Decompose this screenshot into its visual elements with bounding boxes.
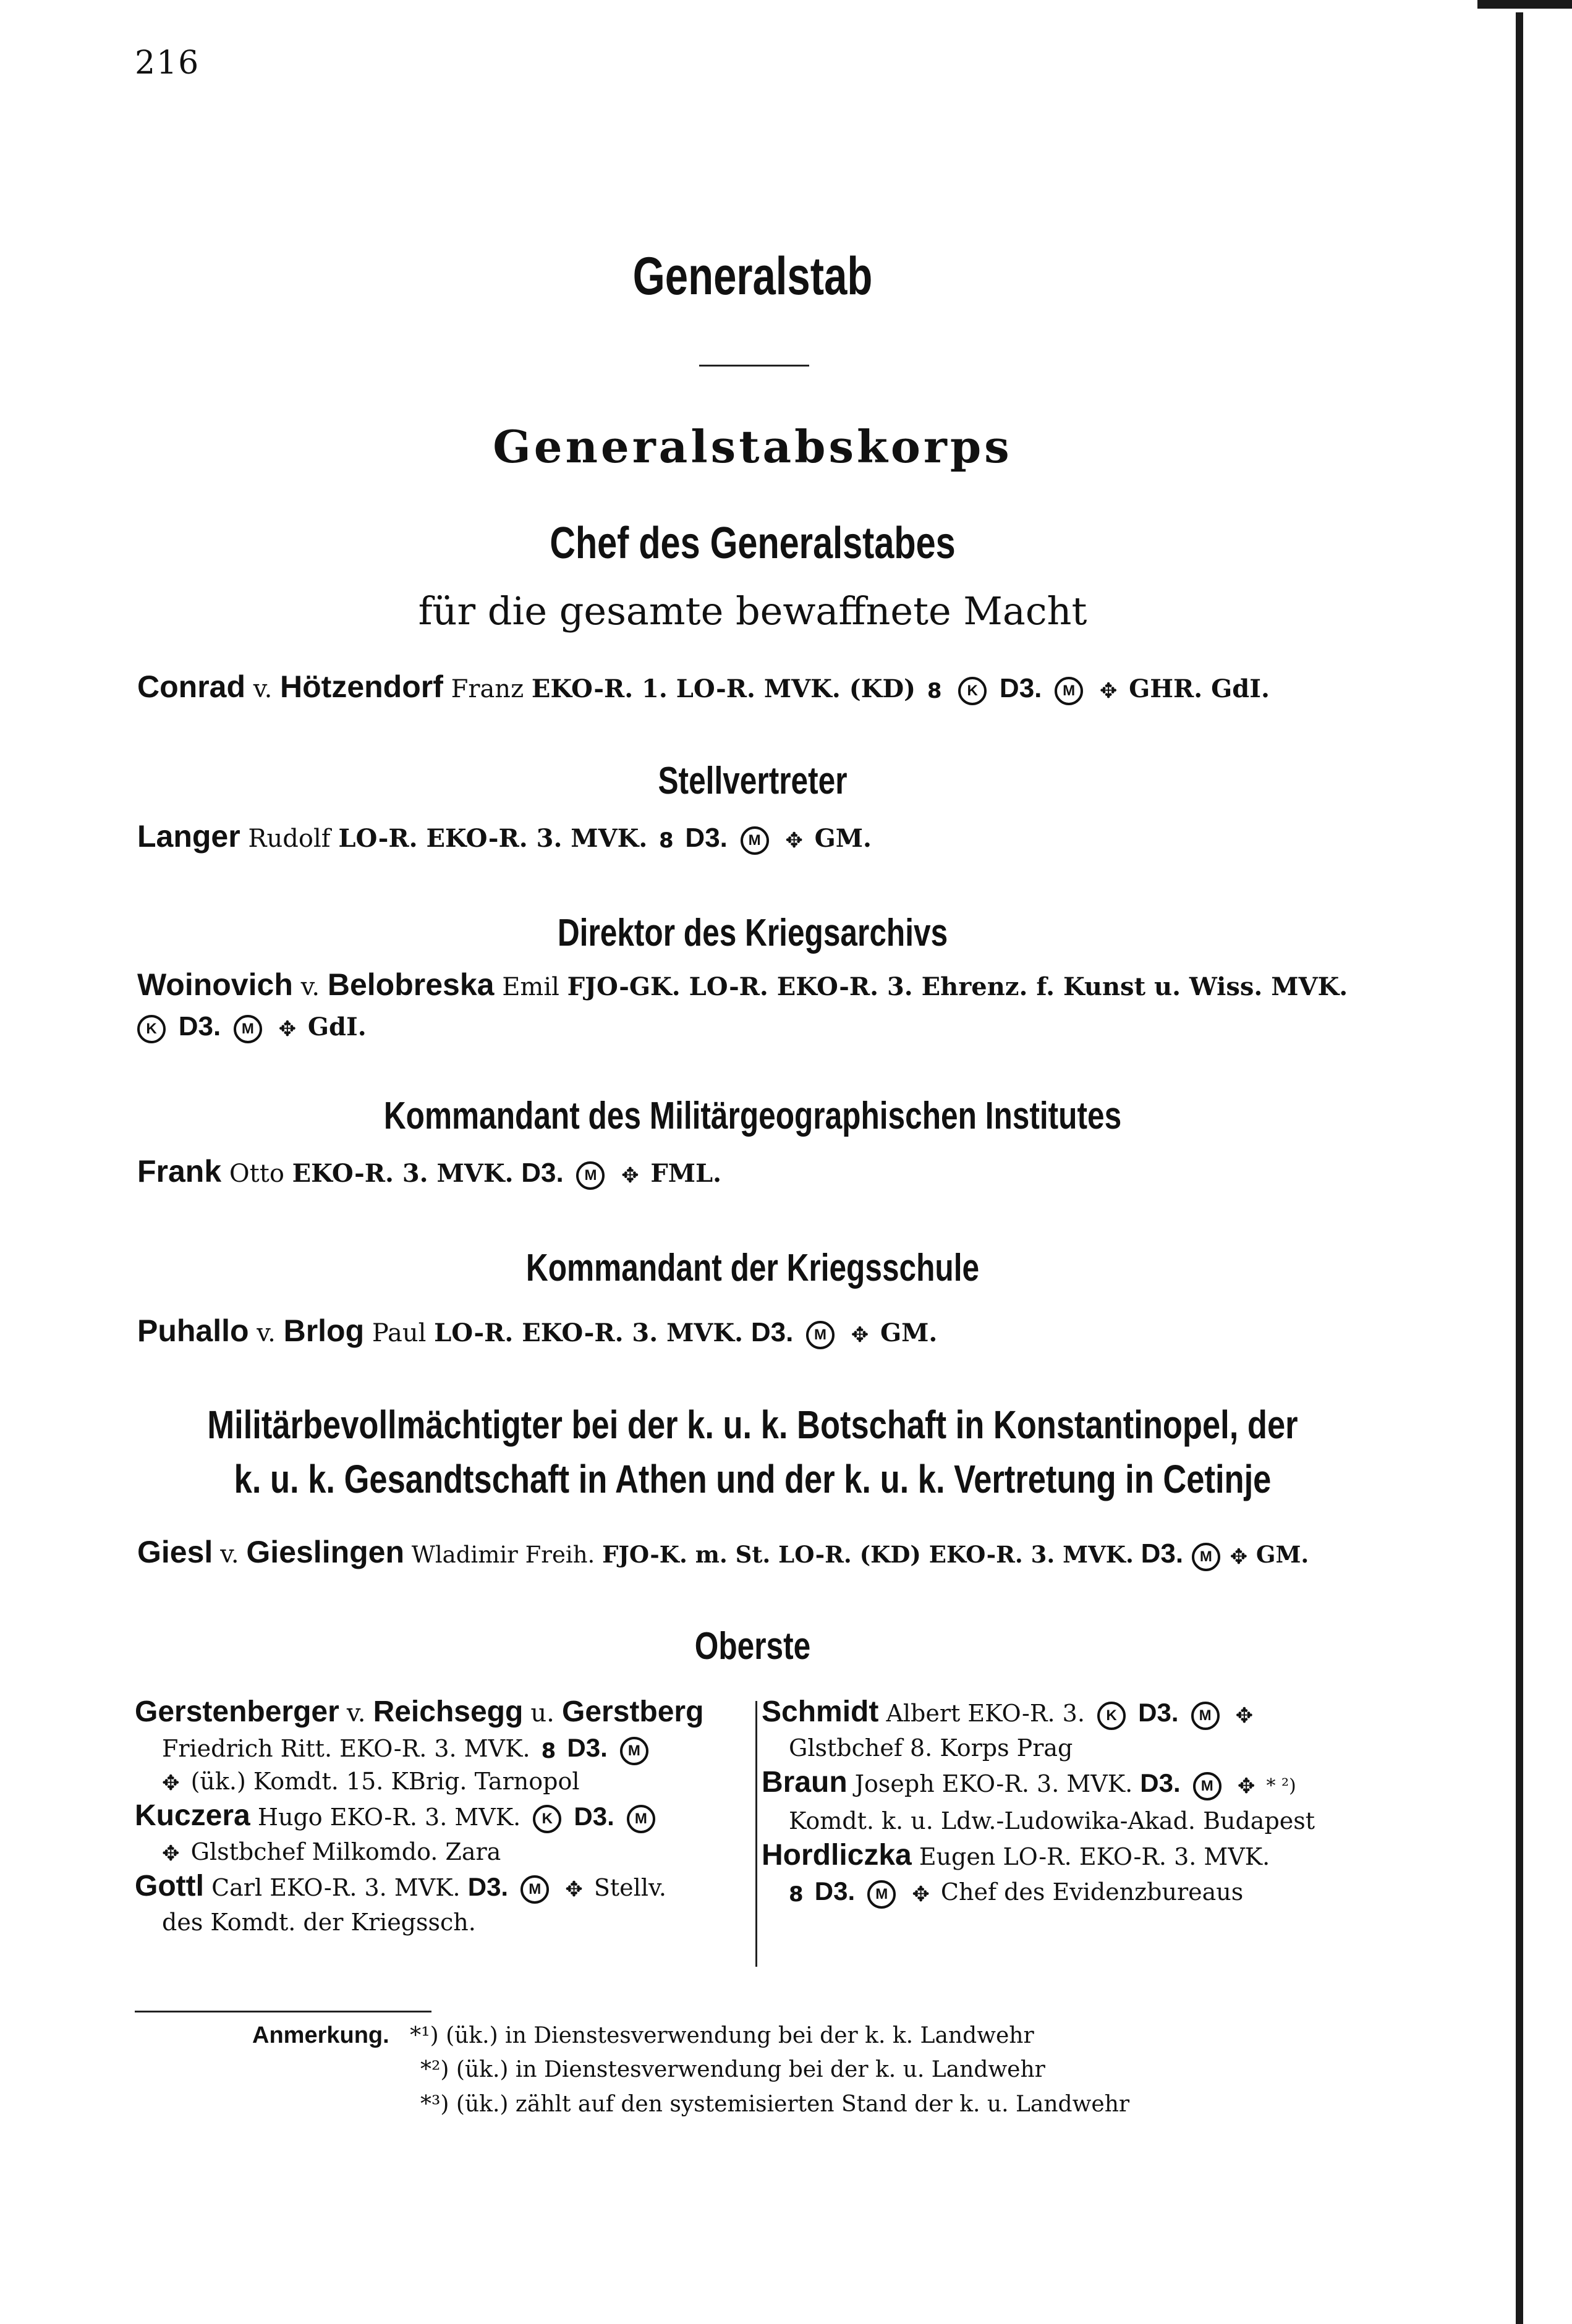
attache-heading-line1: Militärbevollmächtigter bei der k. u. k. Botschaft in Konstantinopel, der [207, 1402, 1298, 1447]
first-name: Eugen [919, 1843, 996, 1870]
cross-icon: ✥ [1099, 679, 1118, 703]
cross-icon: ✥ [912, 1881, 930, 1907]
surname: Gerstenberger [135, 1695, 339, 1728]
footnote-2: *²) (ük.) in Dienstesverwendung bei der k. u. Landwehr [420, 2057, 1045, 2082]
decorations: EKO-R. 1. LO-R. MVK. (KD) [531, 674, 916, 703]
cross-icon: ✥ [785, 828, 803, 853]
d3-mark: D3. [750, 1317, 794, 1347]
decorations: LO-R. EKO-R. 3. MVK. [338, 824, 648, 853]
m-medal-icon: M [1192, 1543, 1220, 1571]
surname: Braun [762, 1766, 848, 1799]
assignment: Komdt. k. u. Ldw.-Ludowika-Akad. Budapest [789, 1807, 1315, 1834]
chief-subheading: für die gesamte bewaffnete Macht [418, 588, 1087, 634]
page-title: Generalstab [632, 247, 873, 306]
rank: GHR. GdI. [1129, 674, 1270, 703]
k-medal-icon: K [958, 677, 987, 705]
particle: v. [300, 973, 320, 1001]
first-name: Franz [451, 675, 524, 703]
footnote-3: *³) (ük.) zählt auf den systemisierten Stand der k. u. Landwehr [420, 2092, 1130, 2117]
rank: GM. [1255, 1541, 1309, 1568]
m-medal-icon: M [1191, 1702, 1220, 1730]
colonel-entry [762, 1694, 1380, 1764]
assignment: (ük.) Komdt. 15. KBrig. Tarnopol [190, 1767, 580, 1795]
order-cross-icon: 8 [541, 1738, 556, 1763]
surname-2: Belobreska [327, 967, 495, 1002]
colonel-entry [135, 1868, 753, 1938]
surname: Frank [137, 1154, 222, 1189]
surname: Gottl [135, 1869, 204, 1902]
first-name: Emil [502, 973, 559, 1001]
surname: Kuczera [135, 1799, 250, 1832]
d3-mark: D3. [1138, 1698, 1179, 1727]
surname: Hordliczka [762, 1839, 912, 1872]
chief-heading: Chef des Generalstabes [550, 519, 956, 568]
rank: GM. [814, 824, 872, 853]
d3-mark: D3. [574, 1801, 614, 1831]
chief-entry [137, 664, 1270, 712]
k-medal-icon: K [137, 1015, 166, 1043]
first-name: Albert [886, 1700, 961, 1727]
colonels-right-column [762, 1694, 1380, 1909]
attache-heading-line2: k. u. k. Gesandtschaft in Athen und der k. u. k. Vertretung in Cetinje [234, 1457, 1272, 1501]
decorations: FJO-K. m. St. LO-R. (KD) EKO-R. 3. MVK. [602, 1541, 1134, 1568]
first-name: Otto [229, 1160, 284, 1188]
column-divider [755, 1701, 757, 1967]
geo-entry [137, 1148, 721, 1197]
cross-icon: ✥ [1230, 1544, 1248, 1569]
title-divider [699, 365, 809, 367]
k-medal-icon: K [533, 1805, 561, 1833]
d3-mark: D3. [1141, 1538, 1184, 1569]
m-medal-icon: M [234, 1015, 262, 1043]
first-name: Rudolf [248, 825, 331, 853]
assignment: Chef des Evidenzbureaus [940, 1878, 1244, 1906]
cross-icon: ✥ [278, 1017, 297, 1041]
d3-mark: D3. [521, 1158, 564, 1188]
war-school-entry [137, 1308, 937, 1356]
assignment: Glstbchef 8. Korps Prag [789, 1734, 1073, 1762]
surname-2: Brlog [283, 1313, 365, 1348]
colonel-entry [762, 1764, 1380, 1837]
first-name: Paul [372, 1319, 427, 1347]
decorations: EKO-R. 3. MVK. [329, 1803, 521, 1831]
surname: Schmidt [762, 1695, 879, 1728]
d3-mark: D3. [467, 1872, 509, 1901]
particle: v. [257, 1319, 276, 1347]
first-name: Hugo [257, 1803, 323, 1831]
first-name-decorations: Friedrich Ritt. EKO-R. 3. MVK. [162, 1735, 530, 1762]
k-medal-icon: K [1097, 1702, 1126, 1730]
conjunction: u. [530, 1699, 554, 1728]
first-name: Joseph [854, 1770, 935, 1797]
decorations: LO-R. EKO-R. 3. MVK. [434, 1318, 744, 1347]
m-medal-icon: M [576, 1161, 605, 1190]
d3-mark: D3. [685, 823, 728, 853]
m-medal-icon: M [620, 1737, 648, 1765]
m-medal-icon: M [627, 1805, 655, 1833]
rank: FML. [650, 1159, 722, 1188]
surname: Giesl [137, 1535, 213, 1569]
deputy-heading: Stellvertreter [658, 760, 848, 802]
deputy-entry [137, 813, 872, 862]
archive-heading: Direktor des Kriegsarchivs [557, 912, 948, 954]
order-cross-icon: 8 [927, 679, 942, 703]
rank: GM. [880, 1318, 938, 1347]
colonel-entry [135, 1797, 753, 1868]
d3-mark: D3. [999, 673, 1042, 703]
surname: Woinovich [137, 967, 293, 1002]
footnote-ref: * ²) [1266, 1775, 1296, 1797]
footnote-1: *¹) (ük.) in Dienstesverwendung bei der k. k. Landwehr [410, 2023, 1034, 2048]
cross-icon: ✥ [1237, 1773, 1255, 1799]
rank: GdI. [307, 1012, 367, 1041]
colonel-entry [135, 1694, 753, 1797]
d3-mark: D3. [1140, 1768, 1181, 1797]
surname-3: Gerstberg [561, 1695, 704, 1728]
particle: v. [346, 1699, 366, 1728]
m-medal-icon: M [1193, 1772, 1221, 1800]
cross-icon: ✥ [851, 1323, 869, 1347]
cross-icon: ✥ [162, 1771, 180, 1796]
order-cross-icon: 8 [789, 1881, 804, 1907]
attache-entry [137, 1529, 1309, 1578]
decorations: LO-R. EKO-R. 3. MVK. [1003, 1843, 1270, 1870]
colonel-entry [762, 1837, 1380, 1909]
assignment: des Komdt. der Kriegssch. [162, 1908, 476, 1936]
first-name: Wladimir Freih. [411, 1542, 595, 1568]
footnote-divider [135, 2011, 431, 2012]
order-cross-icon: 8 [659, 828, 674, 853]
page-edge-top [1477, 0, 1572, 9]
archive-entry [137, 962, 1348, 1010]
geo-heading: Kommandant des Militärgeographischen Institutes [383, 1095, 1122, 1137]
assignment: Glstbchef Milkomdo. Zara [190, 1838, 501, 1865]
m-medal-icon: M [806, 1321, 835, 1349]
d3-mark: D3. [814, 1877, 856, 1906]
d3-mark: D3. [178, 1011, 221, 1041]
footnote-line-1 [252, 2022, 1034, 2049]
colonels-left-column [135, 1694, 753, 1938]
surname: Puhallo [137, 1313, 249, 1348]
surname-2: Reichsegg [373, 1695, 524, 1728]
archive-entry-cont [137, 1004, 367, 1050]
page-edge-right [1516, 12, 1523, 2324]
m-medal-icon: M [1055, 677, 1083, 705]
surname: Conrad [137, 669, 245, 704]
colonels-heading: Oberste [694, 1625, 811, 1668]
cross-icon: ✥ [565, 1877, 583, 1902]
m-medal-icon: M [520, 1875, 549, 1904]
page-number: 216 [135, 45, 200, 82]
cross-icon: ✥ [621, 1163, 639, 1188]
m-medal-icon: M [741, 826, 769, 855]
corps-title: Generalstabskorps [493, 420, 1013, 473]
decorations: EKO-R. 3. MVK. [941, 1770, 1133, 1797]
decorations: EKO-R. 3. MVK. [292, 1159, 514, 1188]
decorations: EKO-R. 3. [967, 1700, 1085, 1727]
m-medal-icon: M [867, 1880, 896, 1909]
decorations: FJO-GK. LO-R. EKO-R. 3. Ehrenz. f. Kunst u. Wiss. MVK. [567, 972, 1348, 1001]
cross-icon: ✥ [1235, 1703, 1254, 1728]
footnote-label: Anmerkung. [252, 2022, 389, 2048]
particle: v. [220, 1540, 239, 1569]
surname-2: Gieslingen [246, 1535, 405, 1569]
decorations: EKO-R. 3. MVK. [270, 1873, 461, 1901]
surname-2: Hötzendorf [280, 669, 443, 704]
cross-icon: ✥ [162, 1841, 180, 1866]
war-school-heading: Kommandant der Kriegsschule [525, 1247, 980, 1289]
assignment-start: Stellv. [593, 1873, 667, 1901]
first-name: Carl [211, 1873, 263, 1901]
particle: v. [253, 675, 273, 703]
d3-mark: D3. [567, 1733, 608, 1762]
surname: Langer [137, 819, 240, 854]
